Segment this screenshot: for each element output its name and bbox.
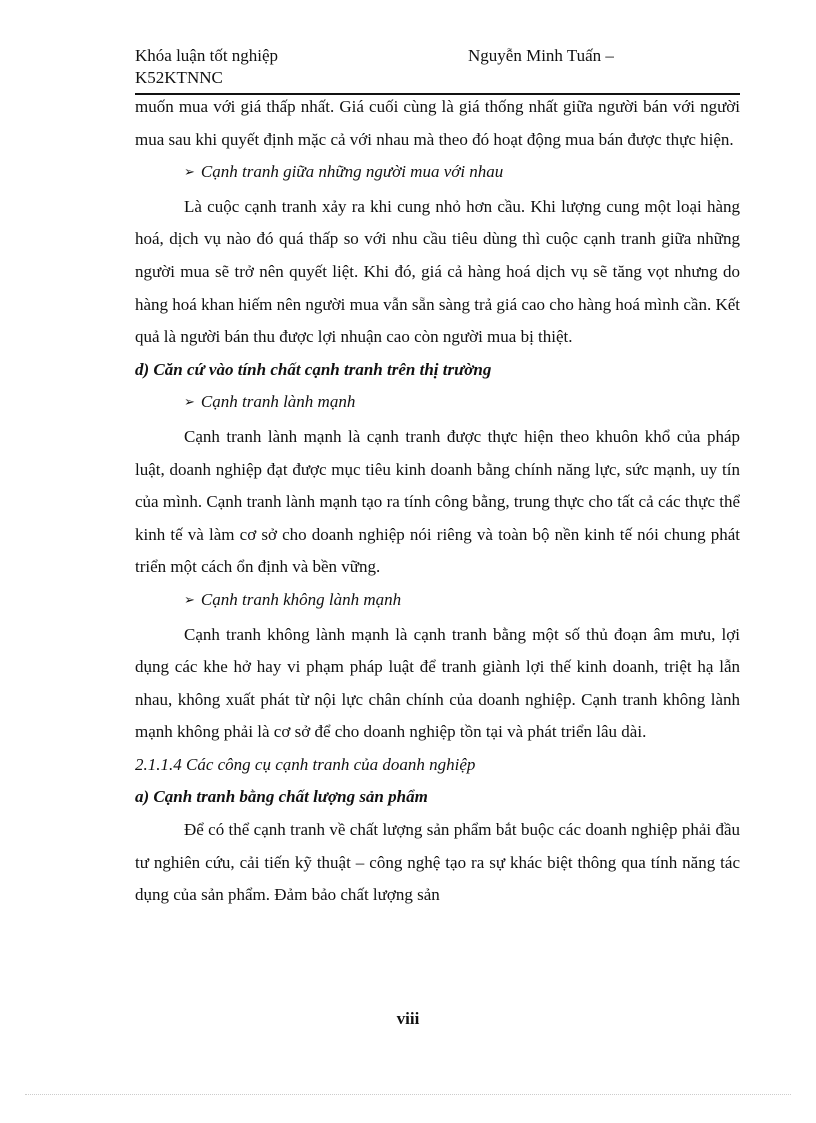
section-heading-2-1-1-4: 2.1.1.4 Các công cụ cạnh tranh của doanh nghiệp bbox=[135, 754, 476, 774]
bullet-label: Cạnh tranh lành mạnh bbox=[200, 392, 356, 412]
header-author-name: Nguyễn Minh Tuấn – bbox=[468, 46, 614, 65]
paragraph-unfair-competition: Cạnh tranh không lành mạnh là cạnh tranh bằng một số thủ đoạn âm mưu, lợi dụng các khe hở hay vi phạm pháp luật để tranh giành lợi thế kinh doanh, triệt hạ lẫn nhau, không xuất phát từ nội lực chân chính của doanh nghiệp. Cạnh tranh không lành mạnh không phải là cơ sở để cho doanh nghiệp tồn tại và phát triển lâu dài. bbox=[135, 624, 740, 742]
arrowhead-bullet-icon: ➢ bbox=[184, 165, 195, 181]
bullet-label: Cạnh tranh không lành mạnh bbox=[200, 589, 402, 609]
heading-a: a) Cạnh tranh bằng chất lượng sản phẩm bbox=[135, 787, 428, 807]
page-header bbox=[135, 45, 740, 95]
arrowhead-bullet-icon: ➢ bbox=[184, 592, 195, 608]
paragraph-product-quality: Để có thể cạnh tranh về chất lượng sản phẩm bắt buộc các doanh nghiệp phải đầu tư nghiên cứu, cải tiến kỹ thuật – công nghệ tạo ra sự khác biệt thông qua tính năng tác dụng của sản phẩm. Đảm bảo chất lượng sản bbox=[135, 820, 740, 905]
bullet-buyers-competition bbox=[135, 156, 740, 191]
paragraph-buyers-competition: Là cuộc cạnh tranh xảy ra khi cung nhỏ hơn cầu. Khi lượng cung một loại hàng hoá, dịch vụ nào đó quá thấp so với nhu cầu tiêu dùng thì cuộc cạnh tranh giữa những người mua sẽ trở nên quyết liệt. Khi đó, giá cả hàng hoá dịch vụ sẽ tăng vọt nhưng do hàng hoá khan hiếm nên người mua vẫn sẵn sàng trả giá cao cho hàng hoá mình cần. Kết quả là người bán thu được lợi nhuận cao còn người mua bị thiệt. bbox=[135, 196, 740, 347]
header-class-code: K52KTNNC bbox=[135, 68, 223, 87]
arrowhead-bullet-icon: ➢ bbox=[184, 395, 195, 411]
bullet-unfair-competition bbox=[135, 584, 740, 619]
document-body bbox=[135, 91, 740, 912]
header-thesis-label: Khóa luận tốt nghiệp bbox=[135, 46, 279, 65]
bullet-fair-competition bbox=[135, 386, 740, 421]
bullet-label: Cạnh tranh giữa những người mua với nhau bbox=[200, 162, 504, 182]
paragraph-fair-competition: Cạnh tranh lành mạnh là cạnh tranh được thực hiện theo khuôn khổ của pháp luật, doanh nghiệp đạt được mục tiêu kinh doanh bằng chính năng lực, sức mạnh, uy tín của mình. Cạnh tranh lành mạnh tạo ra tính công bằng, trung thực cho tất cả các thực thể kinh tế và làm cơ sở cho doanh nghiệp nói riêng và toàn bộ nền kinh tế nói chung phát triển một cách ổn định và bền vững. bbox=[135, 426, 740, 577]
paragraph-continuation: muốn mua với giá thấp nhất. Giá cuối cùng là giá thống nhất giữa người bán với người mua sau khi quyết định mặc cả với nhau mà theo đó hoạt động mua bán được thực hiện. bbox=[135, 97, 740, 149]
header-left bbox=[135, 45, 435, 89]
page-number: viii bbox=[396, 1009, 420, 1028]
page-bottom-divider bbox=[25, 1094, 791, 1095]
heading-d: d) Căn cứ vào tính chất cạnh tranh trên thị trường bbox=[135, 359, 492, 379]
